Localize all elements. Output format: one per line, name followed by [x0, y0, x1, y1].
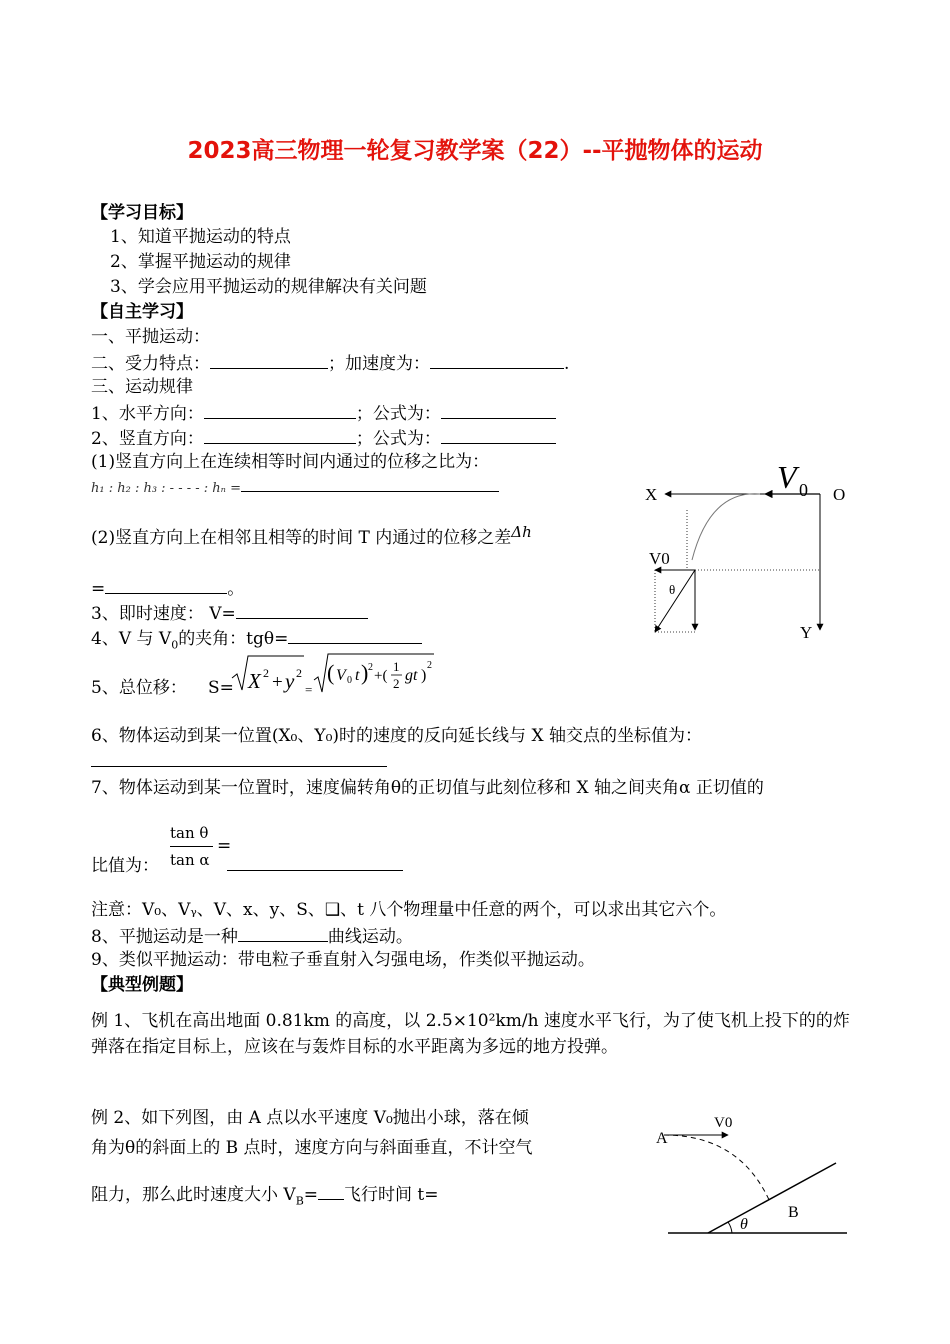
svg-text:2: 2	[263, 666, 269, 680]
vb-label: 阻力，那么此时速度大小 V	[91, 1185, 296, 1205]
force-blank	[210, 352, 328, 369]
svg-text:2: 2	[296, 666, 302, 680]
tan-ratio-equals: =	[217, 836, 232, 856]
incline-line	[708, 1163, 836, 1233]
diff-end: 。	[227, 579, 245, 599]
trajectory-dashed	[664, 1135, 770, 1202]
point-a-label: A	[656, 1130, 668, 1147]
tan-theta: tan θ	[170, 824, 209, 842]
svg-text:+(: +(	[374, 668, 388, 684]
svg-text:y: y	[285, 669, 295, 693]
page-title: 2023高三物理一轮复习教学案（22）--平抛物体的运动	[187, 138, 763, 164]
incline-diagram	[650, 1105, 855, 1240]
vertical-blank	[204, 427, 356, 444]
line-force: 二、受力特点： ；加速度为： .	[91, 354, 570, 374]
horizontal-label: 1、水平方向：	[91, 404, 204, 424]
line-definition: 一、平抛运动：	[91, 327, 210, 347]
goal-item-2: 2、掌握平抛运动的规律	[110, 252, 291, 272]
svg-text:gt: gt	[405, 667, 418, 684]
line-ratio-formula	[91, 478, 499, 497]
svg-text:2: 2	[393, 676, 400, 691]
line-curve-type	[91, 925, 413, 947]
goals-header: 【学习目标】	[91, 203, 193, 223]
svg-text:): )	[421, 667, 427, 684]
svg-text:2: 2	[368, 662, 373, 673]
force-label: 二、受力特点：	[91, 354, 210, 374]
line-total-displacement: 5、总位移：	[91, 678, 187, 698]
theta-label: θ	[669, 582, 676, 597]
v0-big-sub: 0	[799, 480, 808, 500]
v0-big-label: V	[777, 459, 797, 495]
accel-label: ；加速度为：	[328, 354, 430, 374]
extension-blank	[91, 750, 387, 767]
svg-text:2: 2	[427, 660, 432, 671]
ratio-value-blank	[227, 854, 403, 871]
line-angle: 4、V 与 $V_0$的夹角：tgθ=	[91, 627, 422, 652]
vb-equals: =	[303, 1185, 319, 1205]
angle-label-a: 4、V 与 V	[91, 629, 172, 649]
example-2-line-2: 角为θ的斜面上的 B 点时，速度方向与斜面垂直，不计空气	[91, 1138, 533, 1158]
diff-blank	[105, 577, 227, 594]
line-extension-intersection: 6、物体运动到某一位置(X₀、Y₀)时的速度的反向延长线与 X 轴交点的坐标值为：	[91, 726, 702, 746]
examples-header: 【典型例题】	[91, 975, 193, 995]
trajectory-curve	[692, 494, 760, 560]
instant-velocity-label: 3、即时速度： V=	[91, 604, 236, 624]
vertical-formula-label: ；公式为：	[355, 429, 441, 449]
vertical-formula-blank	[441, 427, 556, 444]
angle-label-b: 的夹角：tgθ=	[178, 629, 289, 649]
angle-blank	[288, 627, 422, 644]
horizontal-blank	[204, 402, 356, 419]
example-1: 例 1、飞机在高出地面 0.81km 的高度，以 2.5×10²km/h 速度水平飞行，为了使飞机上投下的的炸弹落在指定目标上，应该在与轰炸目标的水平距离为多远的地方投弹。	[91, 1011, 850, 1057]
ratio-value-label: 比值为：	[91, 856, 159, 876]
total-displacement-formula	[230, 650, 440, 698]
extension-blank-line	[91, 750, 387, 772]
svg-text:+: +	[272, 672, 283, 693]
origin-label: O	[833, 485, 846, 504]
line-similar-motion: 9、类似平抛运动：带电粒子垂直射入匀强电场，作类似平抛运动。	[91, 950, 595, 970]
curve-type-label: 8、平抛运动是一种	[91, 927, 238, 947]
x-label: X	[645, 485, 658, 504]
line-motion-law: 三、运动规律	[91, 377, 193, 397]
instant-velocity-blank	[236, 602, 368, 619]
self-study-header: 【自主学习】	[91, 302, 193, 322]
vertical-label: 2、竖直方向：	[91, 429, 204, 449]
vb-sub: B	[295, 1194, 304, 1208]
point-b-label: B	[788, 1204, 799, 1221]
velocity-arrow	[655, 570, 695, 632]
line-ratio: (1)竖直方向上在连续相等时间内通过的位移之比为：	[91, 452, 490, 472]
y-label: Y	[800, 623, 813, 642]
time-label: 飞行时间 t=	[344, 1185, 439, 1205]
line-vertical	[91, 427, 556, 449]
total-displacement-s: S=	[208, 678, 234, 698]
line-horizontal	[91, 402, 556, 424]
svg-text:X: X	[248, 669, 261, 693]
displacement-diff-text: (2)竖直方向上在相邻且相等的时间 T 内通过的位移之差	[91, 528, 512, 548]
line-displacement-diff	[91, 523, 532, 548]
example-2-line-3	[91, 1183, 439, 1208]
curve-type-end: 曲线运动。	[327, 927, 413, 947]
line-diff-answer	[91, 577, 244, 599]
incline-theta-label: θ	[740, 1216, 748, 1233]
line-tan-ratio: 7、物体运动到某一位置时，速度偏转角θ的正切值与此刻位移和 X 轴之间夹角α 正切值的	[91, 778, 764, 798]
fraction-bar	[170, 846, 213, 847]
v0-label: V0	[649, 549, 670, 568]
curve-type-blank	[238, 925, 328, 942]
ratio-formula: h₁ : h₂ : h₃ : - - - - : hₙ =	[91, 481, 241, 496]
goal-item-3: 3、学会应用平抛运动的规律解决有关问题	[110, 277, 427, 297]
svg-text:): )	[361, 660, 369, 685]
ratio-blank	[241, 478, 499, 492]
v0-label-2: V0	[714, 1115, 733, 1131]
horizontal-formula-label: ；公式为：	[355, 404, 441, 424]
line-ratio-value	[91, 854, 403, 876]
note-line: 注意：V₀、Vᵧ、V、x、y、S、❑、t 八个物理量中任意的两个，可以求出其它六个。	[91, 900, 727, 920]
svg-text:0: 0	[347, 675, 352, 686]
svg-text:=: =	[305, 682, 313, 697]
line-instant-velocity	[91, 602, 368, 624]
goal-item-1: 1、知道平抛运动的特点	[110, 227, 291, 247]
vb-blank	[318, 1183, 344, 1200]
svg-text:(: (	[327, 660, 335, 685]
example-2-line-1: 例 2、如下列图，由 A 点以水平速度 V₀抛出小球，落在倾	[91, 1108, 529, 1128]
horizontal-formula-blank	[441, 402, 556, 419]
svg-text:V: V	[336, 667, 346, 684]
diff-equals: =	[91, 579, 106, 599]
svg-text:1: 1	[393, 659, 400, 674]
projectile-diagram	[635, 450, 860, 650]
accel-blank	[430, 352, 564, 369]
angle-arc	[728, 1222, 732, 1233]
tan-alpha: tan α	[170, 851, 210, 869]
svg-text:t: t	[355, 667, 360, 684]
delta-h-symbol: Δh	[511, 523, 532, 541]
